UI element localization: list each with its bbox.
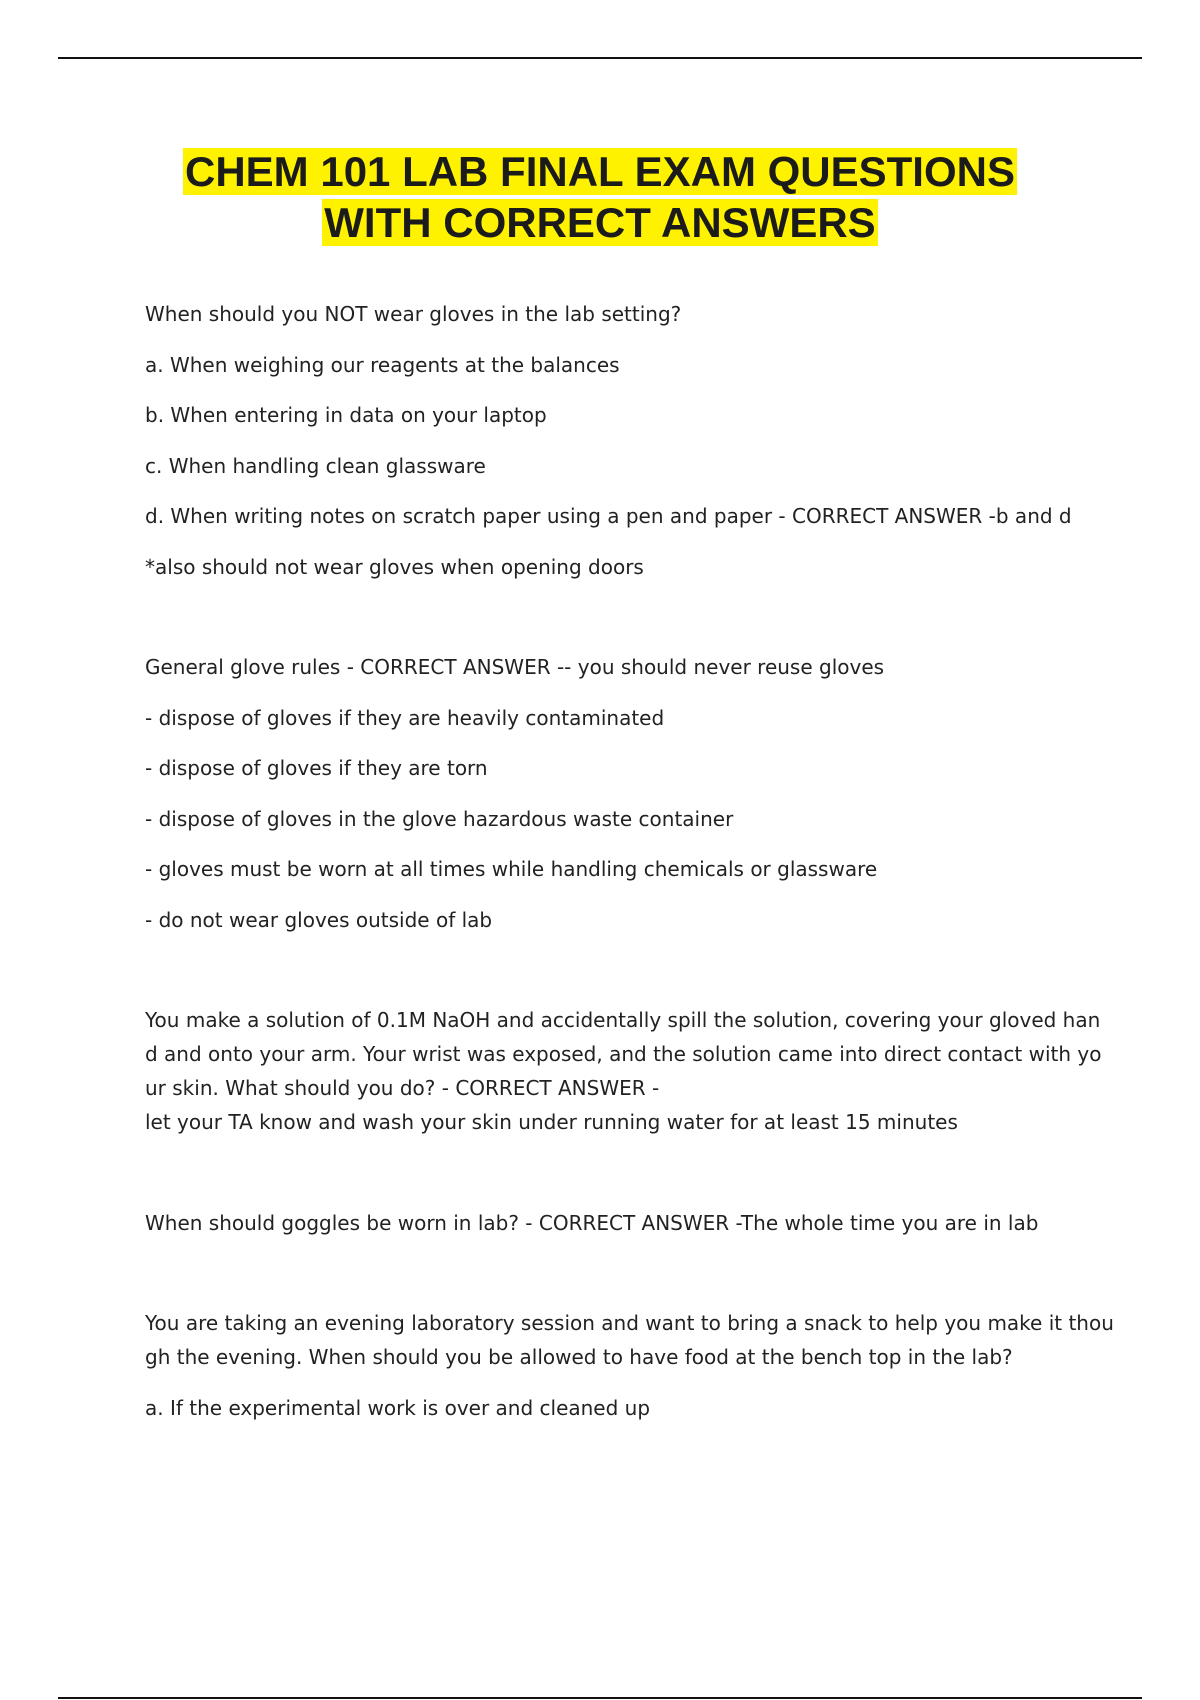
- q2-question: General glove rules - CORRECT ANSWER -- you should never reuse gloves: [145, 655, 885, 679]
- spacer: [145, 953, 1085, 1003]
- q1-option-d: d. When writing notes on scratch paper using a pen and paper - CORRECT ANSWER -b and d: [145, 504, 1072, 528]
- q2-rule: - gloves must be worn at all times while handling chemicals or glassware: [145, 857, 878, 881]
- q3-line-1: You make a solution of 0.1M NaOH and accidentally spill the solution, covering your gloved han: [145, 1008, 1101, 1032]
- q1-option-a: a. When weighing our reagents at the balances: [145, 352, 620, 377]
- document-title: [0, 146, 1200, 248]
- q5-question: [145, 1306, 1114, 1374]
- q3-answer: let your TA know and wash your skin under running water for at least 15 minutes: [145, 1110, 958, 1134]
- q5-line-2: gh the evening. When should you be allowed to have food at the bench top in the lab?: [145, 1345, 1013, 1369]
- document-body: [145, 297, 1114, 1441]
- title-line-1: CHEM 101 LAB FINAL EXAM QUESTIONS: [185, 148, 1015, 195]
- q1-note: *also should not wear gloves when opening doors: [145, 554, 644, 579]
- q5-option-a: a. If the experimental work is over and cleaned up: [145, 1395, 651, 1420]
- spacer: [145, 600, 1085, 650]
- q2-rule: - dispose of gloves if they are torn: [145, 756, 488, 780]
- q1-option-c: c. When handling clean glassware: [145, 453, 486, 478]
- q3-line-2: d and onto your arm. Your wrist was exposed, and the solution came into direct contact with yo: [145, 1042, 1102, 1066]
- spacer: [145, 1156, 1085, 1206]
- q5-line-1: You are taking an evening laboratory session and want to bring a snack to help you make it thou: [145, 1311, 1114, 1335]
- q3-question: [145, 1003, 1102, 1139]
- header-rule: [58, 57, 1142, 59]
- spacer: [145, 1256, 1085, 1306]
- q1-option-b: b. When entering in data on your laptop: [145, 403, 547, 427]
- title-line-2: WITH CORRECT ANSWERS: [324, 199, 876, 246]
- q2-rule: - dispose of gloves in the glove hazardous waste container: [145, 806, 734, 831]
- q2-rule: - dispose of gloves if they are heavily contaminated: [145, 705, 665, 730]
- q2-rule: - do not wear gloves outside of lab: [145, 907, 493, 932]
- q3-line-3: ur skin. What should you do? - CORRECT ANSWER -: [145, 1076, 660, 1100]
- q4-question: When should goggles be worn in lab? - CORRECT ANSWER -The whole time you are in lab: [145, 1210, 1039, 1235]
- footer-rule: [58, 1697, 1142, 1699]
- q1-question: When should you NOT wear gloves in the lab setting?: [145, 302, 682, 326]
